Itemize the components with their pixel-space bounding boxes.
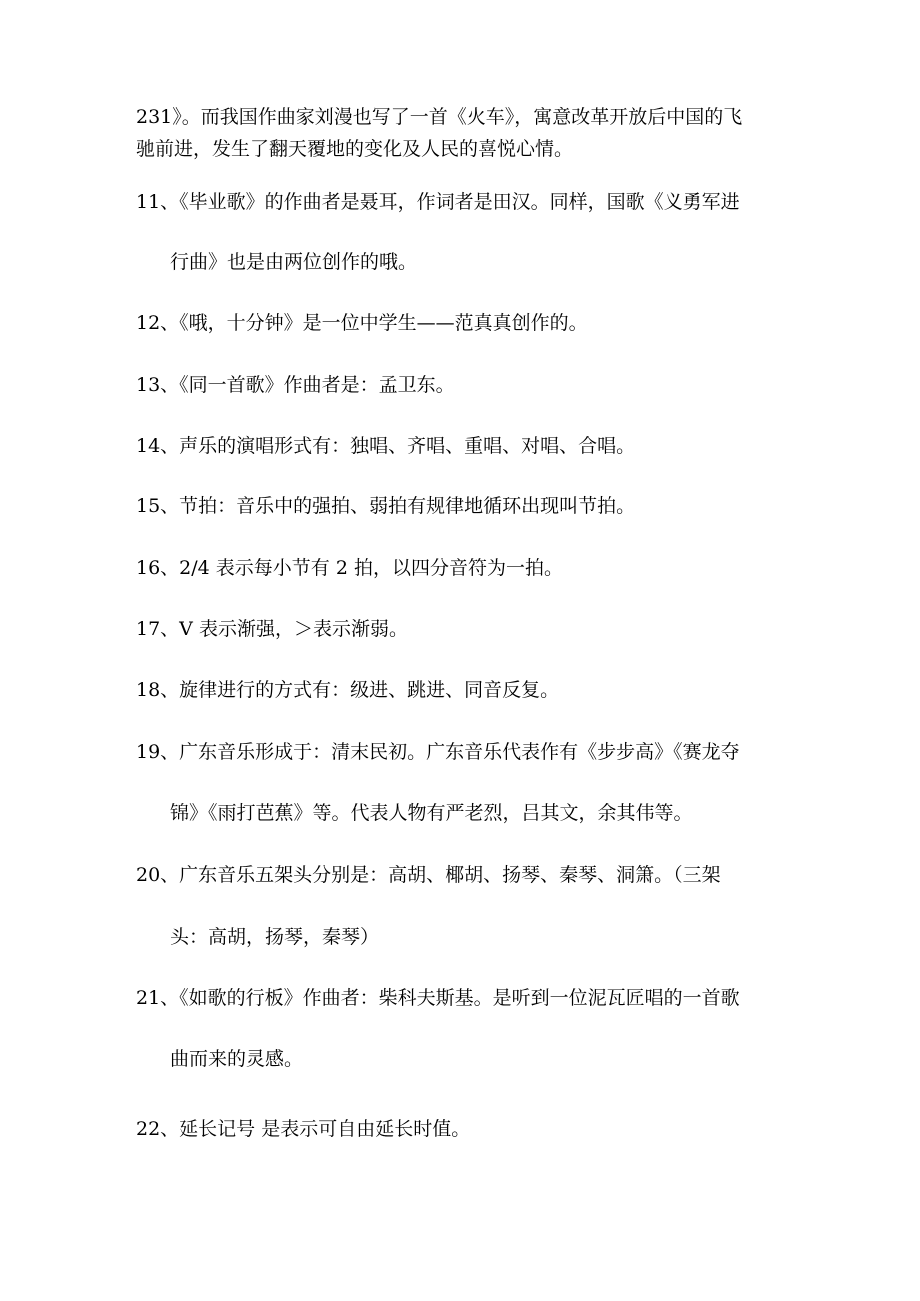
item-20-line-2: 头：高胡，扬琴，秦琴） (170, 926, 380, 948)
item-20-line-1: 20、广东音乐五架头分别是：高胡、椰胡、扬琴、秦琴、洞箫。（三架 (136, 864, 721, 886)
item-11-line-1: 11、《毕业歌》的作曲者是聂耳，作词者是田汉。同样，国歌《义勇军进 (136, 191, 740, 213)
item-11-line-2: 行曲》也是由两位创作的哦。 (170, 251, 418, 273)
item-17: 17、V 表示渐强，＞表示渐弱。 (136, 618, 408, 640)
item-21-line-1: 21、《如歌的行板》作曲者：柴科夫斯基。是听到一位泥瓦匠唱的一首歌 (136, 987, 740, 1009)
item-16: 16、2/4 表示每小节有 2 拍，以四分音符为一拍。 (136, 557, 563, 579)
item-14: 14、声乐的演唱形式有：独唱、齐唱、重唱、对唱、合唱。 (136, 435, 636, 457)
intro-line-2: 驰前进，发生了翻天覆地的变化及人民的喜悦心情。 (136, 138, 574, 160)
item-19-line-2: 锦》《雨打芭蕉》等。代表人物有严老烈，吕其文，余其伟等。 (170, 802, 693, 824)
item-15: 15、节拍：音乐中的强拍、弱拍有规律地循环出现叫节拍。 (136, 495, 636, 517)
item-22: 22、延长记号 是表示可自由延长时值。 (136, 1118, 471, 1140)
item-13: 13、《同一首歌》作曲者是：孟卫东。 (136, 374, 455, 396)
item-18: 18、旋律进行的方式有：级进、跳进、同音反复。 (136, 679, 560, 701)
intro-line-1: 231》。而我国作曲家刘漫也写了一首《火车》，寓意改革开放后中国的飞 (136, 106, 743, 128)
item-21-line-2: 曲而来的灵感。 (170, 1048, 304, 1070)
item-19-line-1: 19、广东音乐形成于：清末民初。广东音乐代表作有《步步高》《赛龙夺 (136, 741, 740, 763)
item-12: 12、《哦，十分钟》是一位中学生——范真真创作的。 (136, 312, 588, 334)
